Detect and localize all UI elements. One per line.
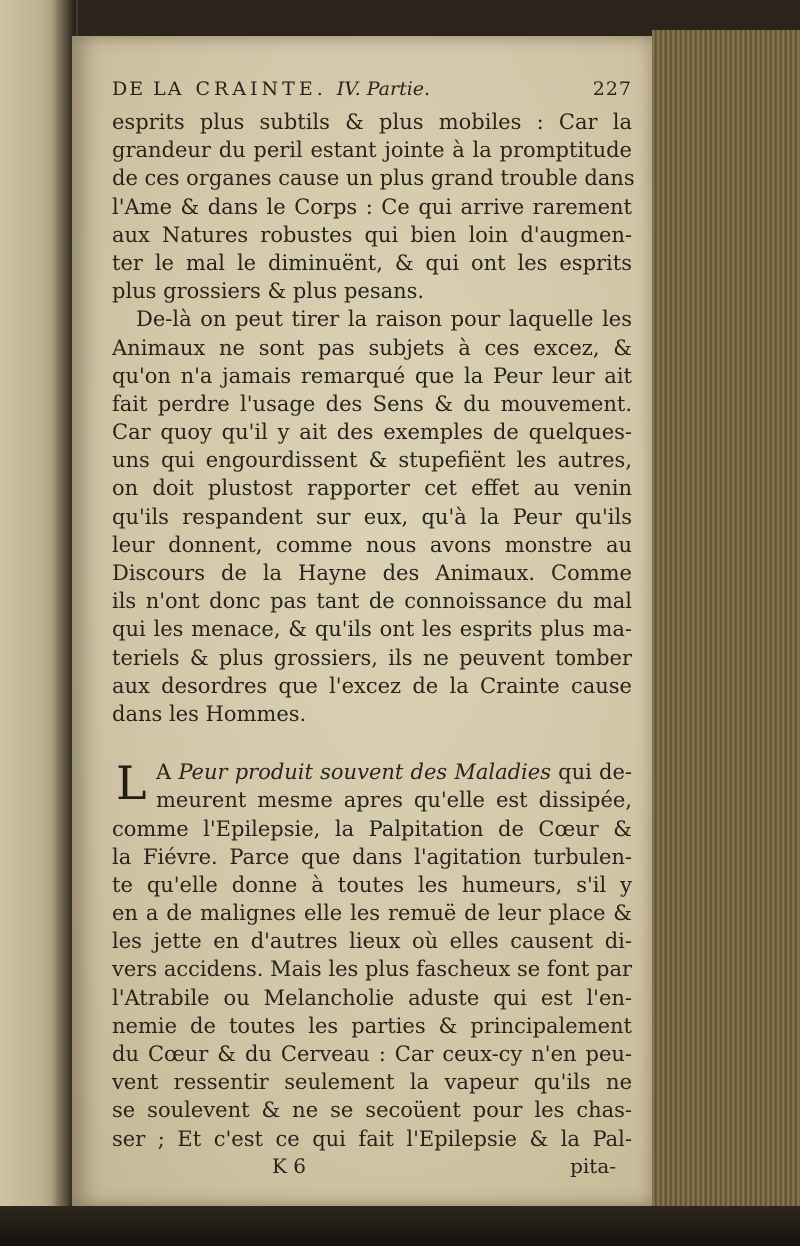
text-line: te qu'elle donne à toutes les humeurs, s'il y (112, 872, 632, 897)
signature-mark: K 6 (272, 1153, 307, 1178)
text-line: plus grossiers & plus pesans. (112, 279, 425, 304)
text-line: grandeur du peril estant jointe à la promptitude (112, 138, 632, 163)
text-line: l'Atrabile ou Melancholie aduste qui est l'en- (112, 985, 632, 1010)
drop-cap: L (116, 756, 147, 811)
text-line: qu'ils respandent sur eux, qu'à la Peur qu'ils (112, 504, 632, 529)
text-line: on doit plustost rapporter cet effet au venin (112, 476, 632, 501)
page-text-block (112, 78, 635, 1179)
text-line: l'Ame & dans le Corps : Ce qui arrive rarement (112, 194, 632, 219)
page-footer (112, 1153, 632, 1179)
text-line: fait perdre l'usage des Sens & du mouvement. (112, 391, 632, 416)
text-line: A Peur produit souvent des Maladies qui de- (156, 760, 632, 785)
text-line: esprits plus subtils & plus mobiles : Car la (112, 110, 632, 134)
text-line: comme l'Epilepsie, la Palpitation de Cœur & (112, 816, 632, 841)
page-stack-edge (652, 30, 800, 1246)
italic-heading: Peur produit souvent des Maladies (178, 760, 551, 785)
text-line: uns qui engourdissent & stupefiënt les autres, (112, 448, 632, 473)
text-line: teriels & plus grossiers, ils ne peuvent tomber (112, 645, 632, 670)
text-line: De-là on peut tirer la raison pour laquelle les (136, 307, 632, 332)
text-line: leur donnent, comme nous avons monstre au (112, 532, 632, 557)
text-line: vent ressentir seulement la vapeur qu'ils ne (112, 1070, 632, 1095)
running-head (112, 78, 632, 104)
text-line: aux desordres que l'excez de la Crainte cause (112, 673, 632, 698)
text-line: se soulevent & ne se secoüent pour les chas- (112, 1098, 632, 1123)
text-line: en a de malignes elle les remuë de leur place & (112, 901, 632, 926)
running-head-prefix: DE LA (112, 78, 184, 100)
text-line: Discours de la Hayne des Animaux. Comme (112, 561, 632, 585)
text-line: meurent mesme apres qu'elle est dissipée, (156, 788, 632, 813)
text-line: ser ; Et c'est ce qui fait l'Epilepsie & la Pal- (112, 1126, 632, 1151)
page-number: 227 (592, 78, 632, 100)
paragraph-2 (112, 305, 632, 728)
text-line: vers accidens. Mais les plus fascheux se font par (112, 957, 632, 982)
paragraph-1 (112, 108, 635, 305)
text-line: ils n'ont donc pas tant de connoissance du mal (112, 589, 632, 614)
text-line: Animaux ne sont pas subjets à ces excez, & (112, 335, 632, 360)
text-line: les jette en d'autres lieux où elles causent di- (112, 929, 632, 954)
bottom-shadow (0, 1206, 800, 1246)
running-head-part: IV. Partie. (336, 78, 431, 100)
paragraph-3 (112, 758, 632, 1153)
text-line: ter le mal le diminuënt, & qui ont les esprits (112, 250, 632, 275)
text-line: aux Natures robustes qui bien loin d'augmen- (112, 222, 632, 247)
catchword: pita- (570, 1153, 616, 1178)
text-line: qui les menace, & qu'ils ont les esprits plus ma- (112, 617, 632, 642)
text-line: de ces organes cause un plus grand trouble dans (112, 166, 635, 191)
text-line: dans les Hommes. (112, 701, 307, 726)
text-line: qu'on n'a jamais remarqué que la Peur leur ait (112, 363, 632, 388)
text-line: du Cœur & du Cerveau : Car ceux-cy n'en peu- (112, 1042, 632, 1066)
text-line: nemie de toutes les parties & principalement (112, 1013, 632, 1038)
text-line: la Fiévre. Parce que dans l'agitation turbulen- (112, 844, 632, 869)
running-head-title: CRAINTE. (195, 78, 327, 100)
text-line: Car quoy qu'il y ait des exemples de quelques- (112, 420, 632, 445)
